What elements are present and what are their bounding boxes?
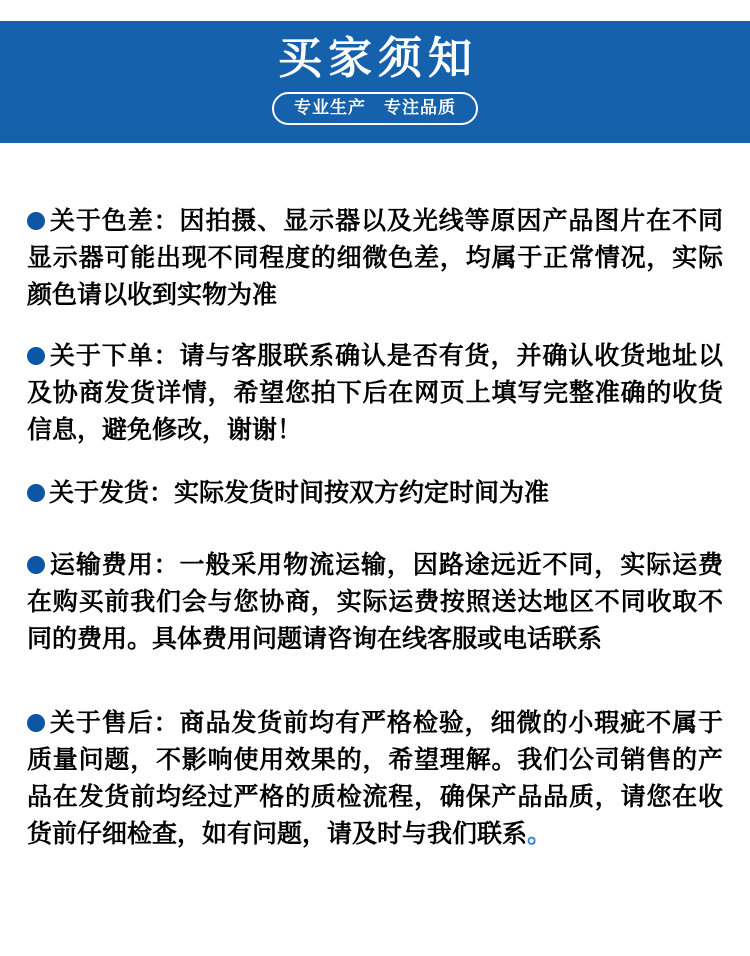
notice-text: 关于色差：因拍摄、显示器以及光线等原因产品图片在不同 [49,207,723,235]
notice-section-ordering [27,338,723,449]
tagline-pill: 专业生产 专注品质 [272,92,478,125]
bullet-icon [27,484,45,502]
notice-line: 显示器可能出现不同程度的细微色差，均属于正常情况，实际 [27,244,723,272]
notice-line: 颜色请以收到实物为准 [27,281,278,309]
blue-period: 。 [527,820,553,848]
header-banner [0,21,750,143]
notice-line: 在购买前我们会与您协商，实际运费按照送达地区不同收取不 [27,588,723,616]
notice-line: 及协商发货详情，希望您拍下后在网页上填写完整准确的收货 [27,379,723,407]
bullet-icon [27,714,45,732]
notice-line [27,338,723,375]
notice-section-freight [27,547,723,658]
notice-text: 关于发货：实际发货时间按双方约定时间为准 [49,479,550,507]
bullet-icon [27,556,45,574]
bullet-icon [27,347,45,365]
notice-line: 信息，避免修改，谢谢！ [27,416,303,444]
notice-line [27,816,723,853]
notice-text: 关于售后：商品发货前均有严格检验，细微的小瑕疵不属于 [49,709,723,737]
notice-content [0,203,750,853]
notice-text: 关于下单：请与客服联系确认是否有货，并确认收货地址以 [49,342,723,370]
notice-text: 货前仔细检查，如有问题，请及时与我们联系 [27,820,528,848]
notice-line [27,547,723,584]
notice-text: 运输费用：一般采用物流运输，因路途远近不同，实际运费 [49,551,723,579]
notice-section-color-difference [27,203,723,314]
notice-line [27,203,723,240]
notice-section-shipping [27,475,723,512]
notice-line: 品在发货前均经过严格的质检流程，确保产品品质，请您在收 [27,783,723,811]
notice-line [27,475,723,512]
notice-section-after-sales [27,705,723,853]
page-title: 买家须知 [278,34,478,83]
notice-line: 同的费用。具体费用问题请咨询在线客服或电话联系 [27,625,603,653]
notice-line [27,705,723,742]
notice-line: 质量问题，不影响使用效果的，希望理解。我们公司销售的产 [27,746,723,774]
bullet-icon [27,212,45,230]
